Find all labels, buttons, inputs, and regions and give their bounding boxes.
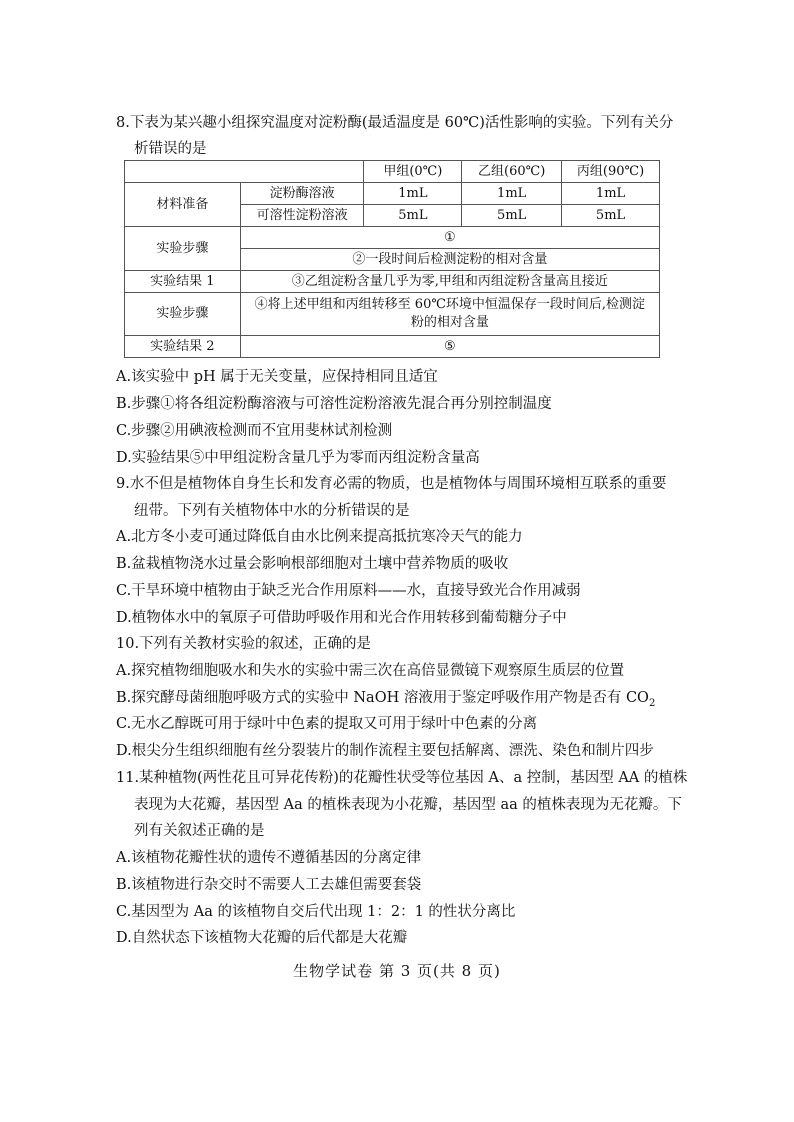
table-step4 bbox=[240, 293, 659, 336]
q11-option-d: D.自然状态下该植物大花瓣的后代都是大花瓣 bbox=[116, 930, 408, 946]
table-row bbox=[125, 336, 660, 358]
q8-option-c: C.步骤②用碘液检测而不宜用斐林试剂检测 bbox=[116, 423, 393, 439]
table-row bbox=[125, 293, 660, 336]
table-cell: 5mL bbox=[364, 205, 462, 227]
table-cell: 1mL bbox=[462, 183, 562, 205]
table-header-group: 甲组(0℃) bbox=[364, 161, 462, 183]
q10-option-a: A.探究植物细胞吸水和失水的实验中需三次在高倍显微镜下观察原生质层的位置 bbox=[116, 663, 625, 679]
table-header-group: 乙组(60℃) bbox=[462, 161, 562, 183]
table-step1: ① bbox=[240, 227, 659, 249]
q11-stem-line1: 11.某种植物(两性花且可异花传粉)的花瓣性状受等位基因 A、a 控制，基因型 AA 的植株 bbox=[116, 770, 688, 786]
table-step4-line1: ④将上述甲组和丙组转移至 60℃环境中恒温保存一段时间后,检测淀 bbox=[254, 297, 646, 312]
co2-subscript: 2 bbox=[648, 697, 656, 709]
table-row bbox=[125, 227, 660, 249]
table-step4-line2: 粉的相对含量 bbox=[410, 315, 489, 330]
q9-option-d: D.植物体水中的氧原子可借助呼吸作用和光合作用转移到葡萄糖分子中 bbox=[116, 610, 567, 626]
q10-stem: 10.下列有关教材实验的叙述，正确的是 bbox=[116, 636, 372, 652]
table-material-label: 材料准备 bbox=[125, 183, 241, 227]
table-cell: 1mL bbox=[364, 183, 462, 205]
q8-experiment-table bbox=[124, 160, 660, 358]
table-row bbox=[125, 183, 660, 205]
q11-stem-line2: 表现为大花瓣，基因型 Aa 的植株表现为小花瓣，基因型 aa 的植株表现为无花瓣。下 bbox=[134, 797, 682, 813]
table-result1: ③乙组淀粉含量几乎为零,甲组和丙组淀粉含量高且接近 bbox=[240, 271, 659, 293]
q8-stem-line2: 析错误的是 bbox=[134, 141, 207, 157]
q9-option-b: B.盆栽植物浇水过量会影响根部细胞对土壤中营养物质的吸收 bbox=[116, 556, 509, 572]
table-result1-label: 实验结果 1 bbox=[125, 271, 241, 293]
q8-option-b: B.步骤①将各组淀粉酶溶液与可溶性淀粉溶液先混合再分别控制温度 bbox=[116, 396, 552, 412]
q9-option-c: C.干旱环境中植物由于缺乏光合作用原料——水，直接导致光合作用减弱 bbox=[116, 583, 581, 599]
table-row bbox=[125, 271, 660, 293]
q9-stem-line2: 纽带。下列有关植物体中水的分析错误的是 bbox=[134, 503, 410, 519]
q9-stem-line1: 9.水不但是植物体自身生长和发育必需的物质，也是植物体与周围环境相互联系的重要 bbox=[116, 476, 667, 492]
q11-option-c: C.基因型为 Aa 的该植物自交后代出现 1：2：1 的性状分离比 bbox=[116, 904, 516, 920]
q11-option-a: A.该植物花瓣性状的遗传不遵循基因的分离定律 bbox=[116, 850, 422, 866]
q10-option-c: C.无水乙醇既可用于绿叶中色素的提取又可用于绿叶中色素的分离 bbox=[116, 716, 538, 732]
table-row bbox=[125, 161, 660, 183]
table-corner-cell bbox=[125, 161, 364, 183]
table-step-label: 实验步骤 bbox=[125, 227, 241, 271]
table-material-name: 淀粉酶溶液 bbox=[240, 183, 364, 205]
q8-option-a: A.该实验中 pH 属于无关变量，应保持相同且适宜 bbox=[116, 369, 438, 385]
table-header-group: 丙组(90℃) bbox=[562, 161, 660, 183]
table-cell: 1mL bbox=[562, 183, 660, 205]
table-material-name: 可溶性淀粉溶液 bbox=[240, 205, 364, 227]
q9-option-a: A.北方冬小麦可通过降低自由水比例来提高抵抗寒冷天气的能力 bbox=[116, 529, 523, 545]
q11-option-b: B.该植物进行杂交时不需要人工去雄但需要套袋 bbox=[116, 877, 422, 893]
table-result2-label: 实验结果 2 bbox=[125, 336, 241, 358]
q8-stem-line1: 8.下表为某兴趣小组探究温度对淀粉酶(最适温度是 60℃)活性影响的实验。下列有关分 bbox=[116, 115, 674, 131]
q10-option-d: D.根尖分生组织细胞有丝分裂装片的制作流程主要包括解离、漂洗、染色和制片四步 bbox=[116, 743, 654, 759]
page-footer: 生物学试卷 第 3 页(共 8 页) bbox=[293, 962, 501, 980]
table-step2: ②一段时间后检测淀粉的相对含量 bbox=[240, 249, 659, 271]
table-cell: 5mL bbox=[462, 205, 562, 227]
table-cell: 5mL bbox=[562, 205, 660, 227]
q11-stem-line3: 列有关叙述正确的是 bbox=[134, 823, 265, 839]
table-step2-label: 实验步骤 bbox=[125, 293, 241, 336]
q10-option-b-text: B.探究酵母菌细胞呼吸方式的实验中 NaOH 溶液用于鉴定呼吸作用产物是否有 CO bbox=[116, 690, 649, 706]
q10-option-b bbox=[116, 688, 655, 714]
q8-option-d: D.实验结果⑤中甲组淀粉含量几乎为零而丙组淀粉含量高 bbox=[116, 450, 480, 466]
table-result2: ⑤ bbox=[240, 336, 659, 358]
